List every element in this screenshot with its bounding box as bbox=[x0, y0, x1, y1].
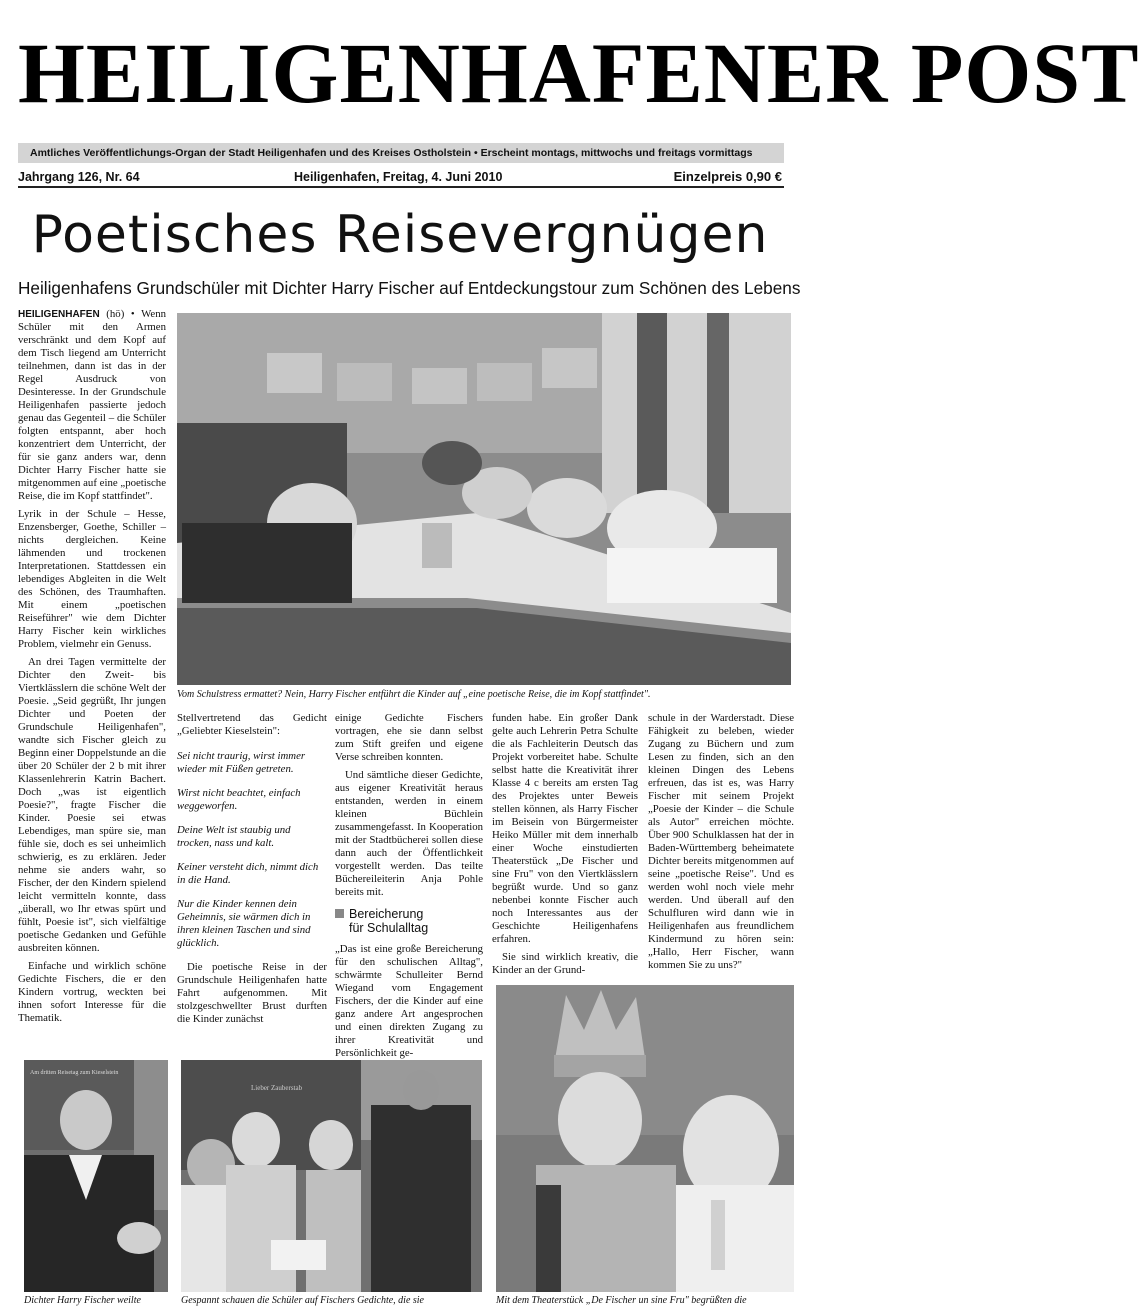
photo-girl-with-crown bbox=[496, 985, 794, 1292]
article-column-5 bbox=[648, 712, 794, 982]
article-headline: Poetisches Reisevergnügen bbox=[31, 205, 769, 265]
article-column-2 bbox=[177, 712, 327, 1057]
issue-number: Jahrgang 126, Nr. 64 bbox=[18, 170, 140, 184]
photo-harry-fischer bbox=[24, 1060, 168, 1292]
paragraph: An drei Tagen vermittelte der Dichter den Zweit- bis Viertklässlern die schöne Welt der Poesie. „Seid gegrüßt, Ihr jungen Dichter und Poeten der Grundschule Heiligenhafen", wandte sich Fischer gleich zu Beginn einer Doppelstunde an die über 20 Schüler der 2 b mit ihrer Klassenlehrerin Katrin Bachert. Doch „was ist eigentlich Poesie?", fragte Fischer die Kinder. Poesie sei etwas Lebendiges, man spüre sie, man fühle sie, doch es sei unheimlich schwierig, es zu erklären. Jeder nehme sie anders wahr, so Fischer, der den Kindern spielend leicht vermitteln konnte, dass „überall, wo Ihr etwas spürt und fühlt, Poesie ist", sich vielfältige poetische Gedanken und Gefühle ausbreiten können. bbox=[18, 656, 166, 954]
article-subheadline: Heiligenhafens Grundschüler mit Dichter Harry Fischer auf Entdeckungstour zum Schönen des Lebens bbox=[18, 278, 801, 298]
paragraph: Stellvertretend das Gedicht „Geliebter Kieselstein": bbox=[177, 712, 327, 737]
chalkboard-text: Lieber Zauberstab bbox=[251, 1084, 303, 1092]
poem-stanza: Sei nicht traurig, wirst immer wieder mit Füßen getreten. bbox=[177, 750, 306, 775]
article-column-4 bbox=[492, 712, 638, 982]
paragraph: Lyrik in der Schule – Hesse, Enzensberger, Goethe, Schiller – nichts dergleichen. Keine lähmenden und trockenen Interpretationen. Stattdessen ein lebendiges Abgleiten in die Welt des Schönen, des Traumhaften. Mit einem „poetischen Reiseführer" wie dem Dichter Harry Fischer kein wirkliches Problem, vielmehr ein Genuss. bbox=[18, 508, 166, 650]
poem-stanza: Wirst nicht beachtet, einfach weggeworfen. bbox=[177, 787, 301, 812]
chalkboard-text: Am dritten Reisetag zum Kieselstein bbox=[30, 1070, 119, 1076]
poem-stanza: Deine Welt ist staubig und trocken, nass und kalt. bbox=[177, 824, 291, 849]
issue-dateline bbox=[18, 168, 784, 188]
poem-geliebter-kieselstein bbox=[177, 750, 327, 950]
paragraph: „Das ist eine große Bereicherung für den schulischen Alltag", schwärmte Schulleiter Bernd Wiegand vom Engagement Fischers, der die Kinder auf eine ganz andere Art angesprochen und einen direkten Zugang zu ihrer Kreativität und Persönlichkeit ge- bbox=[335, 943, 483, 1059]
article-dateline: HEILIGENHAFEN bbox=[18, 309, 100, 320]
place-date: Heiligenhafen, Freitag, 4. Juni 2010 bbox=[294, 170, 503, 184]
newspaper-masthead: HEILIGENHAFENER POST bbox=[18, 25, 1140, 121]
paragraph: Die poetische Reise in der Grundschule Heiligenhafen hatte Fahrt aufgenommen. Mit stolzgeschwellter Brust durften die Kinder zunächst bbox=[177, 961, 327, 1025]
photo-children-reading bbox=[181, 1060, 482, 1292]
section-heading: Bereicherung für Schulalltag bbox=[335, 907, 483, 935]
paragraph: einige Gedichte Fischers vortragen, ehe sie dann selbst zum Stift greifen und eigene Verse schreiben konnten. bbox=[335, 712, 483, 763]
paragraph: funden habe. Ein großer Dank gelte auch Lehrerin Petra Schulte die als Fachleiterin Deutsch das Projekt vorbereitet habe. Schulte selbst hatte die Kreativität ihrer Klasse 4 c bereits am ersten Tag des Projektes unter Beweis stellen können, als Harry Fischer im Beisein von Bürgermeister Heiko Müller mit dem innerhalb einer Woche einstudierten Theaterstück „De Fischer und sine Fru" von den Viertklässlern begrüßt wurde. Und so ganz nebenbei konnte Fischer auch noch Interessantes aus der Geschichte Heiligenhafens erfahren. bbox=[492, 712, 638, 945]
masthead-subline: Amtliches Veröffentlichungs-Organ der Stadt Heiligenhafen und des Kreises Ostholstein • Erscheint montags, mittwochs und freitags vormittags bbox=[18, 143, 784, 163]
paragraph: (hö) • Wenn Schüler mit den Armen verschränkt und dem Kopf auf dem Tisch liegend am Unterricht teilnehmen, dann ist das in der Regel Ausdruck von Desinteresse. In der Grundschule Heiligenhafen passierte jedoch genau das Gegenteil – die Schüler folgten entspannt, aber hoch konzentriert dem Unterricht, der für sie ganz anders war, denn Dichter Harry Fischer hatte sie mitgenommen auf eine „poetische Reise, die im Kopf stattfindet". bbox=[18, 308, 167, 502]
article-column-3 bbox=[335, 712, 483, 1057]
poem-stanza: Keiner versteht dich, nimmt dich in die Hand. bbox=[177, 861, 319, 886]
caption-main-photo: Vom Schulstress ermattet? Nein, Harry Fischer entführt die Kinder auf „eine poetische Reise, die im Kopf stattfindet". bbox=[177, 689, 651, 700]
poem-stanza: Nur die Kinder kennen dein Geheimnis, sie wärmen dich in ihren kleinen Taschen und sind glücklich. bbox=[177, 898, 311, 949]
paragraph: Und sämtliche dieser Gedichte, aus eigener Kreativität heraus entstanden, werden in einem kleinen Büchlein zusammengefasst. In Kooperation mit der Stadtbücherei sollen diese dann auch der Öffentlichkeit vorgestellt werden. Das teilte Büchereileiterin Anja Pohle bereits mit. bbox=[335, 769, 483, 898]
main-photo-classroom bbox=[177, 313, 791, 685]
caption-photo-children: Gespannt schauen die Schüler auf Fischers Gedichte, die sie bbox=[181, 1295, 424, 1306]
paragraph: Einfache und wirklich schöne Gedichte Fischers, die er den Kindern vortrug, weckten bei ihnen sofort Interesse für die Thematik. bbox=[18, 960, 166, 1024]
paragraph: Sie sind wirklich kreativ, die Kinder an der Grund- bbox=[492, 951, 638, 976]
square-bullet-icon bbox=[335, 909, 344, 918]
single-price: Einzelpreis 0,90 € bbox=[673, 169, 782, 184]
classroom-illustration bbox=[177, 313, 791, 685]
caption-photo-fischer: Dichter Harry Fischer weilte bbox=[24, 1295, 141, 1306]
paragraph: schule in der Warderstadt. Diese Fähigkeit zu beleben, wieder Zugang zu Büchern und zum Lesen zu finden, sich an den kleinen Dingen des Lebens erfreuen, das ist es, was Harry Fischer mit seinem Projekt „Poesie der Kinder – die Schule als Autor" erreichen möchte. Über 900 Schulklassen hat der in Baden-Württemberg beheimatete Dichter bereits mitgenommen auf seine „poetische Reise". Und es werden wohl noch viele mehr werden. Und überall auf den Schulfluren wird dann wie in Heiligenhafen aus freundlichem Kindermund zu hören sein: „Hallo, Herr Fischer, wann kommen Sie zu uns?" bbox=[648, 712, 794, 971]
caption-photo-crown: Mit dem Theaterstück „De Fischer un sine Fru" begrüßten die bbox=[496, 1295, 747, 1306]
article-column-1 bbox=[18, 308, 166, 1053]
